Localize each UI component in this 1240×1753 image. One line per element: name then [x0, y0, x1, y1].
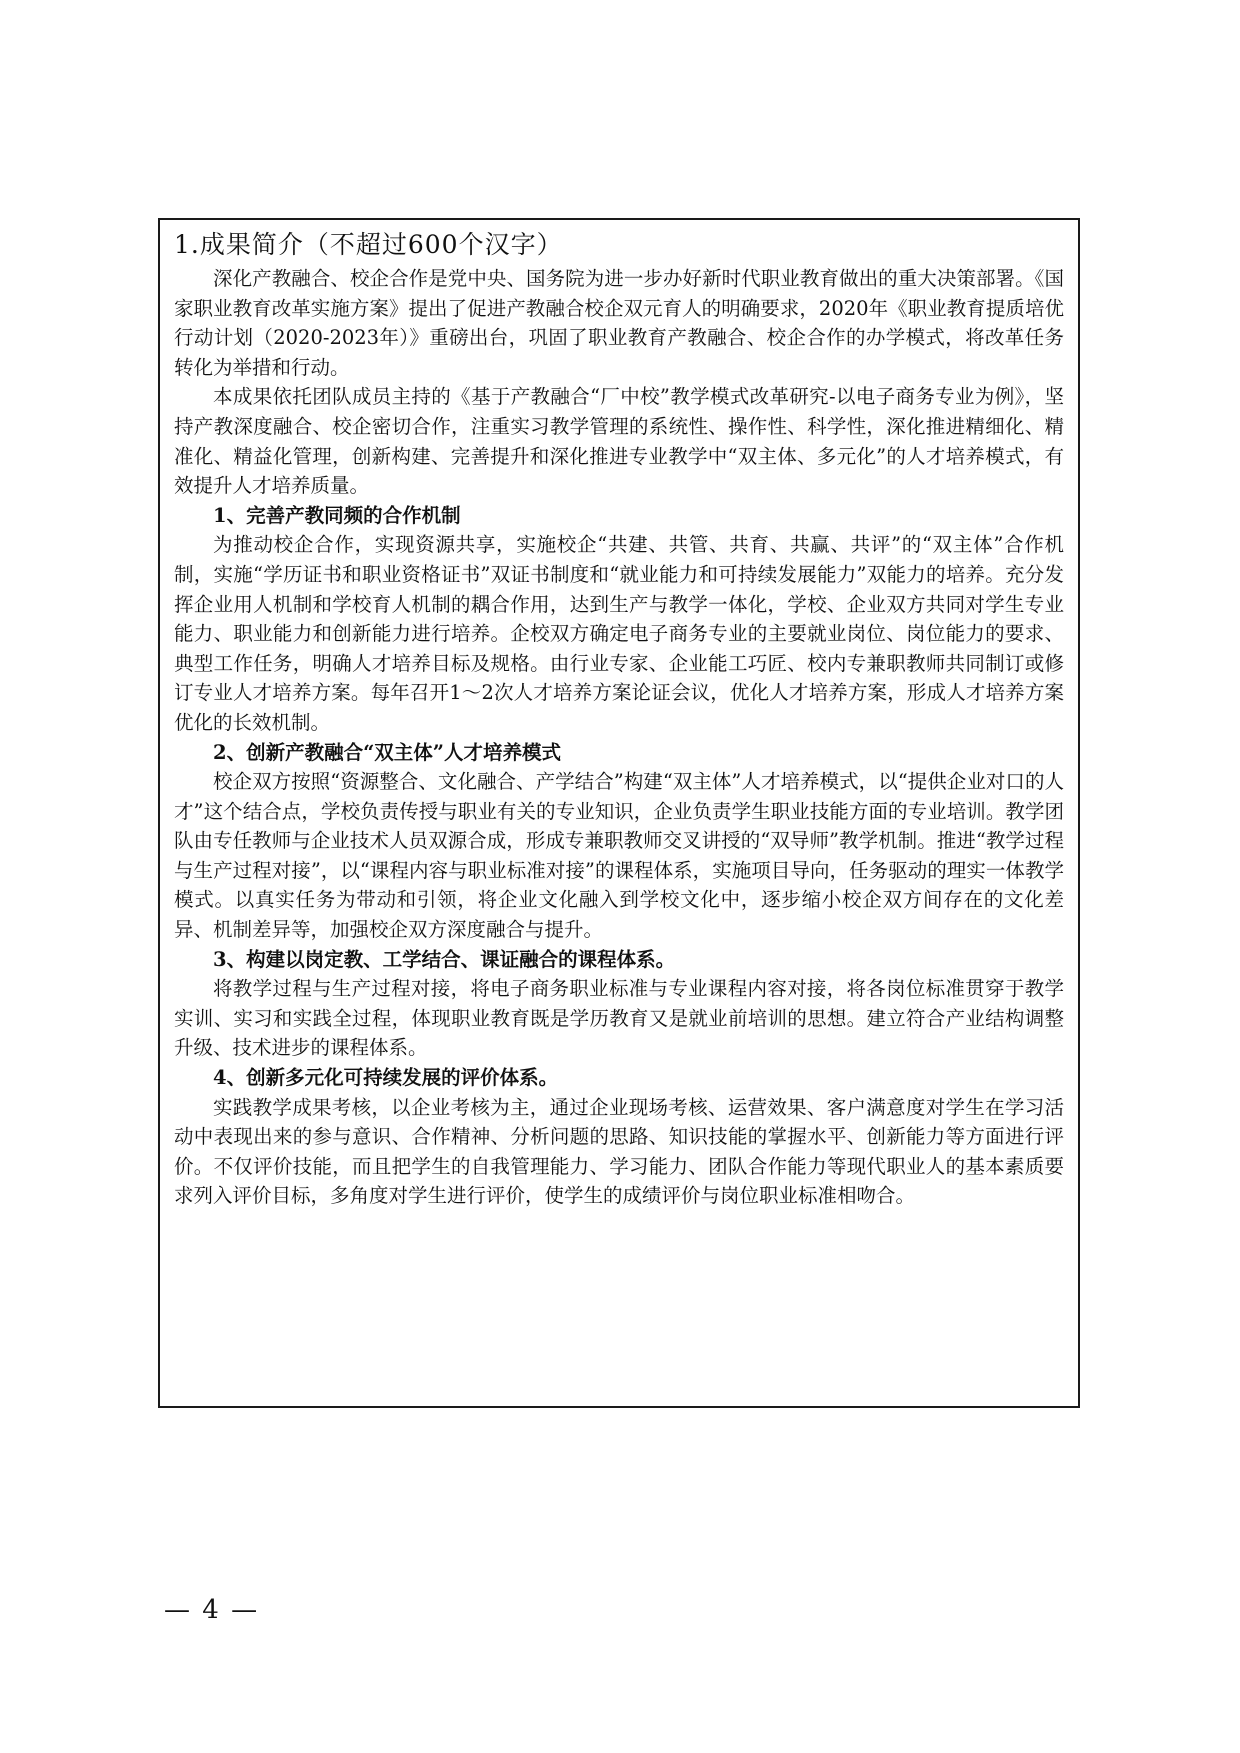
- item-heading-4: 4、创新多元化可持续发展的评价体系。: [213, 1066, 559, 1090]
- intro-paragraph-2: 本成果依托团队成员主持的《基于产教融合“厂中校”教学模式改革研究-以电子商务专业为例》，坚持产教深度融合、校企密切合作，注重实习教学管理的系统性、操作性、科学性，深化推进精细化、精准化、精益化管理，创新构建、完善提升和深化推进专业教学中“双主体、多元化”的人才培养模式，有效提升人才培养质量。: [174, 385, 1064, 498]
- item-body-1: 为推动校企合作，实现资源共享，实施校企“共建、共管、共育、共赢、共评”的“双主体”合作机制，实施“学历证书和职业资格证书”双证书制度和“就业能力和可持续发展能力”双能力的培养。充分发挥企业用人机制和学校育人机制的耦合作用，达到生产与教学一体化，学校、企业双方共同对学生专业能力、职业能力和创新能力进行培养。企校双方确定电子商务专业的主要就业岗位、岗位能力的要求、典型工作任务，明确人才培养目标及规格。由行业专家、企业能工巧匠、校内专兼职教师共同制订或修订专业人才培养方案。每年召开1～2次人才培养方案论证会议，优化人才培养方案，形成人才培养方案优化的长效机制。: [174, 533, 1064, 734]
- item-body-4: 实践教学成果考核，以企业考核为主，通过企业现场考核、运营效果、客户满意度对学生在学习活动中表现出来的参与意识、合作精神、分析问题的思路、知识技能的掌握水平、创新能力等方面进行评价。不仅评价技能，而且把学生的自我管理能力、学习能力、团队合作能力等现代职业人的基本素质要求列入评价目标，多角度对学生进行评价，使学生的成绩评价与岗位职业标准相吻合。: [174, 1095, 1064, 1208]
- item-heading-2: 2、创新产教融合“双主体”人才培养模式: [213, 740, 562, 764]
- section-title: 1.成果简介（不超过600个汉字）: [174, 230, 563, 259]
- item-heading-1: 1、完善产教同频的合作机制: [213, 503, 461, 527]
- item-body-3: 将教学过程与生产过程对接，将电子商务职业标准与专业课程内容对接，将各岗位标准贯穿于教学实训、实习和实践全过程，体现职业教育既是学历教育又是就业前培训的思想。建立符合产业结构调整升级、技术进步的课程体系。: [174, 977, 1064, 1060]
- item-heading-3: 3、构建以岗定教、工学结合、课证融合的课程体系。: [213, 947, 676, 971]
- page-number: — 4 —: [164, 1595, 260, 1625]
- intro-paragraph-1: 深化产教融合、校企合作是党中央、国务院为进一步办好新时代职业教育做出的重大决策部署。《国家职业教育改革实施方案》提出了促进产教融合校企双元育人的明确要求，2020年《职业教育提质培优行动计划（2020-2023年）》重磅出台，巩固了职业教育产教融合、校企合作的办学模式，将改革任务转化为举措和行动。: [174, 267, 1064, 379]
- item-body-2: 校企双方按照“资源整合、文化融合、产学结合”构建“双主体”人才培养模式，以“提供企业对口的人才”这个结合点，学校负责传授与职业有关的专业知识，企业负责学生职业技能方面的专业培训。教学团队由专任教师与企业技术人员双源合成，形成专兼职教师交叉讲授的“双导师”教学机制。推进“教学过程与生产过程对接”，以“课程内容与职业标准对接”的课程体系，实施项目导向，任务驱动的理实一体教学模式。以真实任务为带动和引领，将企业文化融入到学校文化中，逐步缩小校企双方间存在的文化差异、机制差异等，加强校企双方深度融合与提升。: [174, 770, 1064, 942]
- content-box: [158, 218, 1080, 1408]
